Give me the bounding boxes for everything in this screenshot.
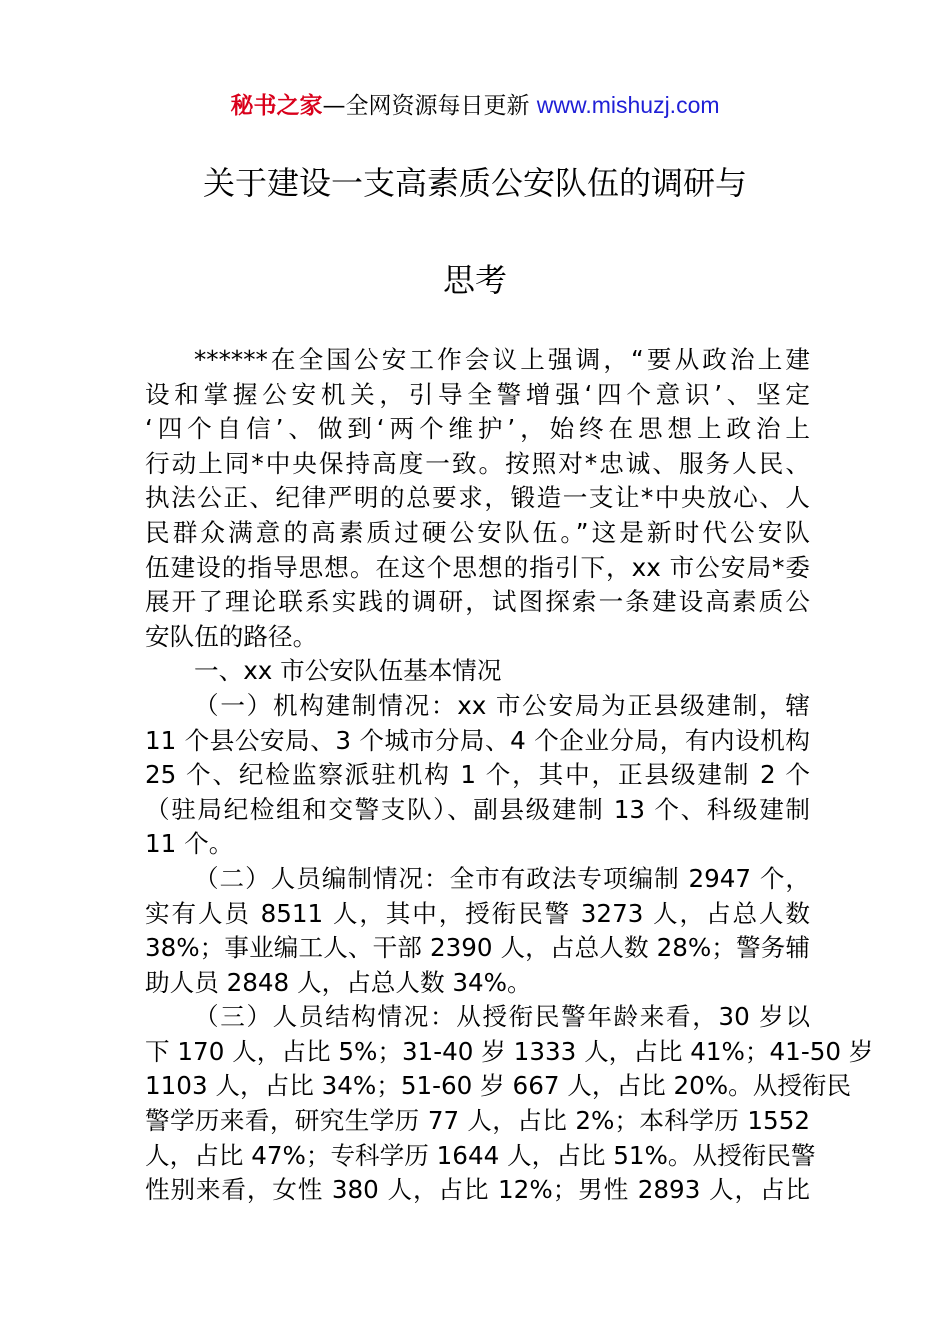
body-line: （一）机构建制情况：xx 市公安局为正县级建制，辖 [194, 690, 810, 720]
body-line: 11 个县公安局、3 个城市分局、4 个企业分局，有内设机构 [145, 725, 810, 755]
body-line: 实有人员 8511 人，其中，授衔民警 3273 人，占总人数 [145, 898, 810, 928]
body-line: （三）人员结构情况：从授衔民警年龄来看，30 岁以 [194, 1002, 810, 1032]
body-line: 25 个、纪检监察派驻机构 1 个，其中，正县级建制 2 个 [145, 760, 810, 790]
body-line: 助人员 2848 人，占总人数 34%。 [145, 967, 532, 997]
body-line: （驻局纪检组和交警支队）、副县级建制 13 个、科级建制 [145, 794, 810, 824]
body-line: （二）人员编制情况：全市有政法专项编制 2947 个， [194, 863, 810, 893]
body-line: 11 个。 [145, 829, 234, 859]
body-line: ‘四个自信’、做到‘两个维护’，始终在思想上政治上 [145, 414, 810, 444]
site-url-link[interactable]: www.mishuzj.com [536, 92, 720, 118]
body-line: 设和掌握公安机关，引导全警增强‘四个意识’、坚定 [145, 379, 810, 409]
body-line: 下 170 人，占比 5%；31-40 岁 1333 人，占比 41%；41-50 岁 [145, 1036, 874, 1066]
body-line: 民群众满意的高素质过硬公安队伍。”这是新时代公安队 [145, 517, 810, 547]
body-line: 38%；事业编工人、干部 2390 人，占总人数 28%；警务辅 [145, 933, 810, 963]
body-line: 安队伍的路径。 [145, 621, 318, 651]
body-line: 警学历来看，研究生学历 77 人，占比 2%；本科学历 1552 [145, 1106, 810, 1136]
section-heading: 一、xx 市公安队伍基本情况 [194, 656, 502, 686]
site-tagline: —全网资源每日更新 [322, 93, 530, 119]
document-title-line-1: 关于建设一支高素质公安队伍的调研与 [202, 164, 747, 202]
body-line: 1103 人，占比 34%；51-60 岁 667 人，占比 20%。从授衔民 [145, 1071, 852, 1101]
document-title-line-2: 思考 [442, 261, 507, 299]
body-line: 展开了理论联系实践的调研，试图探索一条建设高素质公 [145, 587, 810, 617]
body-line: 人，占比 47%；专科学历 1644 人，占比 51%。从授衔民警 [145, 1140, 816, 1170]
body-line: 性别来看，女性 380 人，占比 12%；男性 2893 人，占比 [145, 1175, 810, 1205]
document-body [145, 343, 874, 1208]
body-line: 执法公正、纪律严明的总要求，锻造一支让*中央放心、人 [145, 483, 810, 513]
body-line: 伍建设的指导思想。在这个思想的指引下，xx 市公安局*委 [145, 552, 810, 582]
site-brand: 秘书之家 [230, 93, 323, 119]
body-line: ******在全国公安工作会议上强调，“要从政治上建 [194, 345, 810, 374]
site-header [0, 88, 950, 123]
body-line: 行动上同*中央保持高度一致。按照对*忠诚、服务人民、 [145, 448, 810, 478]
